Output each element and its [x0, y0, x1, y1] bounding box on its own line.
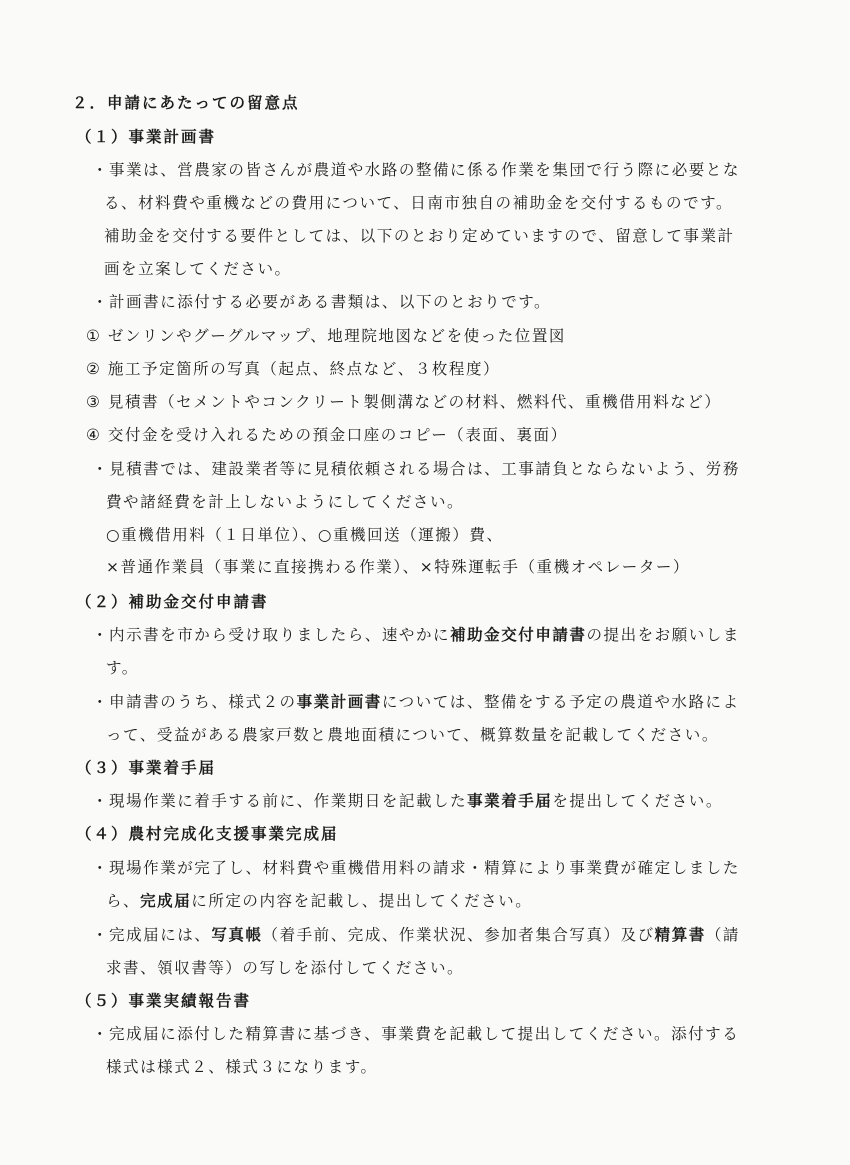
text-run: を提出してください。	[552, 792, 723, 810]
paragraph-line: す。	[106, 659, 139, 677]
list-item: ① ゼンリンやグーグルマップ、地理院地図などを使った位置図	[86, 327, 566, 345]
paragraph-line	[92, 692, 740, 712]
paragraph-line: って、受益がある農家戸数と農地面積について、概算数量を記載してください。	[106, 726, 719, 744]
paragraph-line: 画を立案してください。	[104, 260, 292, 278]
paragraph-line: ・現場作業が完了し、材料費や重機借用料の請求・精算により事業費が確定しました	[92, 859, 740, 877]
text-run: に所定の内容を記載し、提出してください。	[191, 892, 533, 910]
section-title: ２．申請にあたっての留意点	[72, 94, 300, 112]
text-run: ・内示書を市から受け取りましたら、速やかに	[92, 626, 451, 644]
paragraph-line: ・完成届に添付した精算書に基づき、事業費を記載して提出してください。添付する	[92, 1025, 740, 1043]
paragraph-line: 費や諸経費を計上しないようにしてください。	[106, 493, 465, 511]
heading-jisseki-houkoku: （５）事業実績報告書	[76, 992, 252, 1010]
text-run: の提出をお願いしま	[586, 626, 740, 644]
paragraph-line	[92, 791, 723, 811]
paragraph-line: る、材料費や重機などの費用について、日南市独自の補助金を交付するものです。	[104, 194, 733, 212]
text-run: ら、	[106, 892, 141, 910]
paragraph-line: ・見積書では、建設業者等に見積依頼される場合は、工事請負とならないよう、労務	[92, 460, 740, 478]
text-run: ・完成届には、	[92, 926, 212, 944]
bold-term: 精算書	[654, 926, 706, 944]
text-run: ・現場作業に着手する前に、作業期日を記載した	[92, 792, 468, 810]
paragraph-line	[106, 891, 532, 911]
text-run: （請	[705, 926, 740, 944]
list-item: ② 施工予定箇所の写真（起点、終点など、３枚程度）	[86, 360, 501, 378]
bold-term: 事業計画書	[296, 693, 382, 711]
paragraph-line: 様式は様式２、様式３になります。	[106, 1058, 378, 1076]
paragraph-line: ・計画書に添付する必要がある書類は、以下のとおりです。	[92, 293, 552, 311]
paragraph-line: ・事業は、営農家の皆さんが農道や水路の整備に係る作業を集団で行う際に必要とな	[92, 161, 740, 179]
heading-kanseitodoke: （４）農村完成化支援事業完成届	[76, 825, 339, 843]
bold-term: 事業着手届	[467, 792, 553, 810]
heading-jigyou-keikakusho: （１）事業計画書	[76, 128, 217, 146]
bold-term: 補助金交付申請書	[450, 626, 587, 644]
paragraph-line	[92, 625, 740, 645]
heading-jigyou-chakushu: （３）事業着手届	[76, 759, 217, 777]
allowed-expenses-line: ○重機借用料（１日単位）、○重機回送（運搬）費、	[106, 526, 504, 544]
list-item: ③ 見積書（セメントやコンクリート製側溝などの材料、燃料代、重機借用料など）	[86, 393, 722, 411]
paragraph-line	[92, 925, 740, 945]
text-run: ・申請書のうち、様式２の	[92, 693, 297, 711]
bold-term: 完成届	[140, 892, 192, 910]
paragraph-line: 求書、領収書等）の写しを添付してください。	[106, 959, 465, 977]
list-item: ④ 交付金を受け入れるための預金口座のコピー（表面、裏面）	[86, 426, 568, 444]
text-run: （着手前、完成、作業状況、参加者集合写真）及び	[262, 926, 655, 944]
text-run: については、整備をする予定の農道や水路によ	[381, 693, 740, 711]
paragraph-line: 補助金を交付する要件としては、以下のとおり定めていますので、留意して事業計	[104, 227, 735, 245]
bold-term: 写真帳	[211, 926, 263, 944]
heading-hojokin-shinseisho: （２）補助金交付申請書	[76, 593, 269, 611]
disallowed-expenses-line: ×普通作業員（事業に直接携わる作業）、×特殊運転手（重機オペレーター）	[106, 558, 690, 576]
